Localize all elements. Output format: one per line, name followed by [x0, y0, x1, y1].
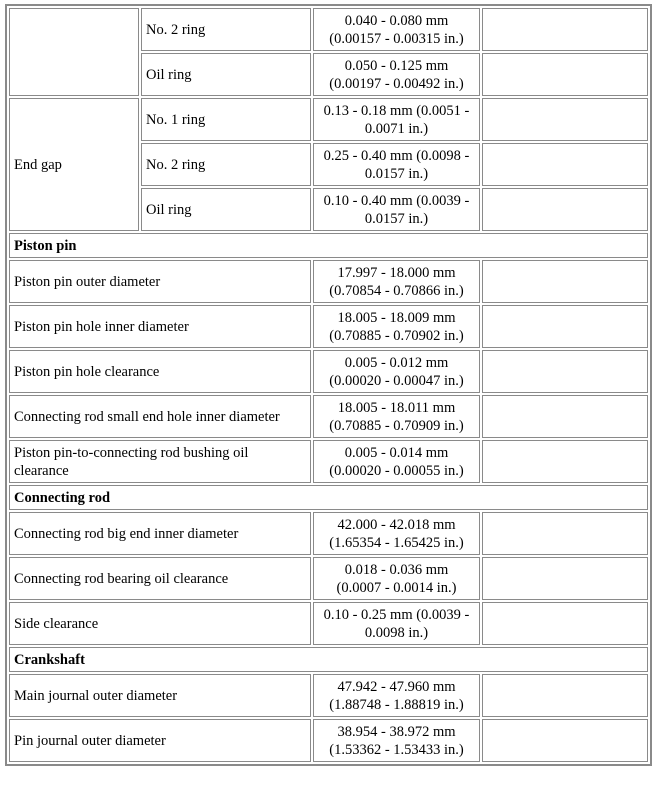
spec-note [482, 602, 648, 645]
spec-note [482, 143, 648, 186]
spec-value: 17.997 - 18.000 mm (0.70854 - 0.70866 in.) [313, 260, 480, 303]
spec-value: 0.040 - 0.080 mm (0.00157 - 0.00315 in.) [313, 8, 480, 51]
spec-value: 47.942 - 47.960 mm (1.88748 - 1.88819 in.) [313, 674, 480, 717]
spec-note [482, 674, 648, 717]
section-title: Crankshaft [9, 647, 648, 672]
spec-label: Oil ring [141, 188, 311, 231]
spec-note [482, 512, 648, 555]
table-row [9, 557, 648, 600]
table-row [9, 674, 648, 717]
spec-value: 0.005 - 0.012 mm (0.00020 - 0.00047 in.) [313, 350, 480, 393]
table-row [9, 395, 648, 438]
table-row [9, 8, 648, 51]
section-header-row [9, 647, 648, 672]
spec-value: 18.005 - 18.009 mm (0.70885 - 0.70902 in.) [313, 305, 480, 348]
table-row [9, 512, 648, 555]
spec-label: Connecting rod bearing oil clearance [9, 557, 311, 600]
specifications-table [5, 4, 652, 766]
spec-value: 18.005 - 18.011 mm (0.70885 - 0.70909 in.) [313, 395, 480, 438]
spec-note [482, 395, 648, 438]
section-header-row [9, 485, 648, 510]
table-row [9, 350, 648, 393]
spec-note [482, 719, 648, 762]
spec-label: Piston pin outer diameter [9, 260, 311, 303]
table-row [9, 98, 648, 141]
table-row [9, 719, 648, 762]
spec-note [482, 53, 648, 96]
spec-value: 0.050 - 0.125 mm (0.00197 - 0.00492 in.) [313, 53, 480, 96]
spec-value: 0.10 - 0.40 mm (0.0039 - 0.0157 in.) [313, 188, 480, 231]
section-header-row [9, 233, 648, 258]
spec-value: 0.005 - 0.014 mm (0.00020 - 0.00055 in.) [313, 440, 480, 483]
spec-label: No. 2 ring [141, 8, 311, 51]
spec-label: Piston pin-to-connecting rod bushing oil clearance [9, 440, 311, 483]
spec-group-label: End gap [9, 98, 139, 231]
spec-label: Piston pin hole clearance [9, 350, 311, 393]
spec-group-cell [9, 8, 139, 96]
table-row [9, 602, 648, 645]
spec-label: Connecting rod big end inner diameter [9, 512, 311, 555]
spec-value: 0.13 - 0.18 mm (0.0051 - 0.0071 in.) [313, 98, 480, 141]
spec-note [482, 557, 648, 600]
spec-label: No. 2 ring [141, 143, 311, 186]
spec-note [482, 188, 648, 231]
spec-value: 0.018 - 0.036 mm (0.0007 - 0.0014 in.) [313, 557, 480, 600]
section-title: Connecting rod [9, 485, 648, 510]
spec-note [482, 350, 648, 393]
section-title: Piston pin [9, 233, 648, 258]
spec-note [482, 440, 648, 483]
table-row [9, 440, 648, 483]
table-row [9, 305, 648, 348]
spec-value: 0.25 - 0.40 mm (0.0098 - 0.0157 in.) [313, 143, 480, 186]
spec-value: 38.954 - 38.972 mm (1.53362 - 1.53433 in.) [313, 719, 480, 762]
spec-note [482, 260, 648, 303]
spec-label: Side clearance [9, 602, 311, 645]
spec-value: 0.10 - 0.25 mm (0.0039 - 0.0098 in.) [313, 602, 480, 645]
spec-label: No. 1 ring [141, 98, 311, 141]
spec-label: Oil ring [141, 53, 311, 96]
spec-label: Main journal outer diameter [9, 674, 311, 717]
spec-note [482, 8, 648, 51]
spec-label: Pin journal outer diameter [9, 719, 311, 762]
spec-note [482, 98, 648, 141]
spec-label: Piston pin hole inner diameter [9, 305, 311, 348]
spec-note [482, 305, 648, 348]
table-row [9, 260, 648, 303]
spec-label: Connecting rod small end hole inner diameter [9, 395, 311, 438]
spec-value: 42.000 - 42.018 mm (1.65354 - 1.65425 in.) [313, 512, 480, 555]
